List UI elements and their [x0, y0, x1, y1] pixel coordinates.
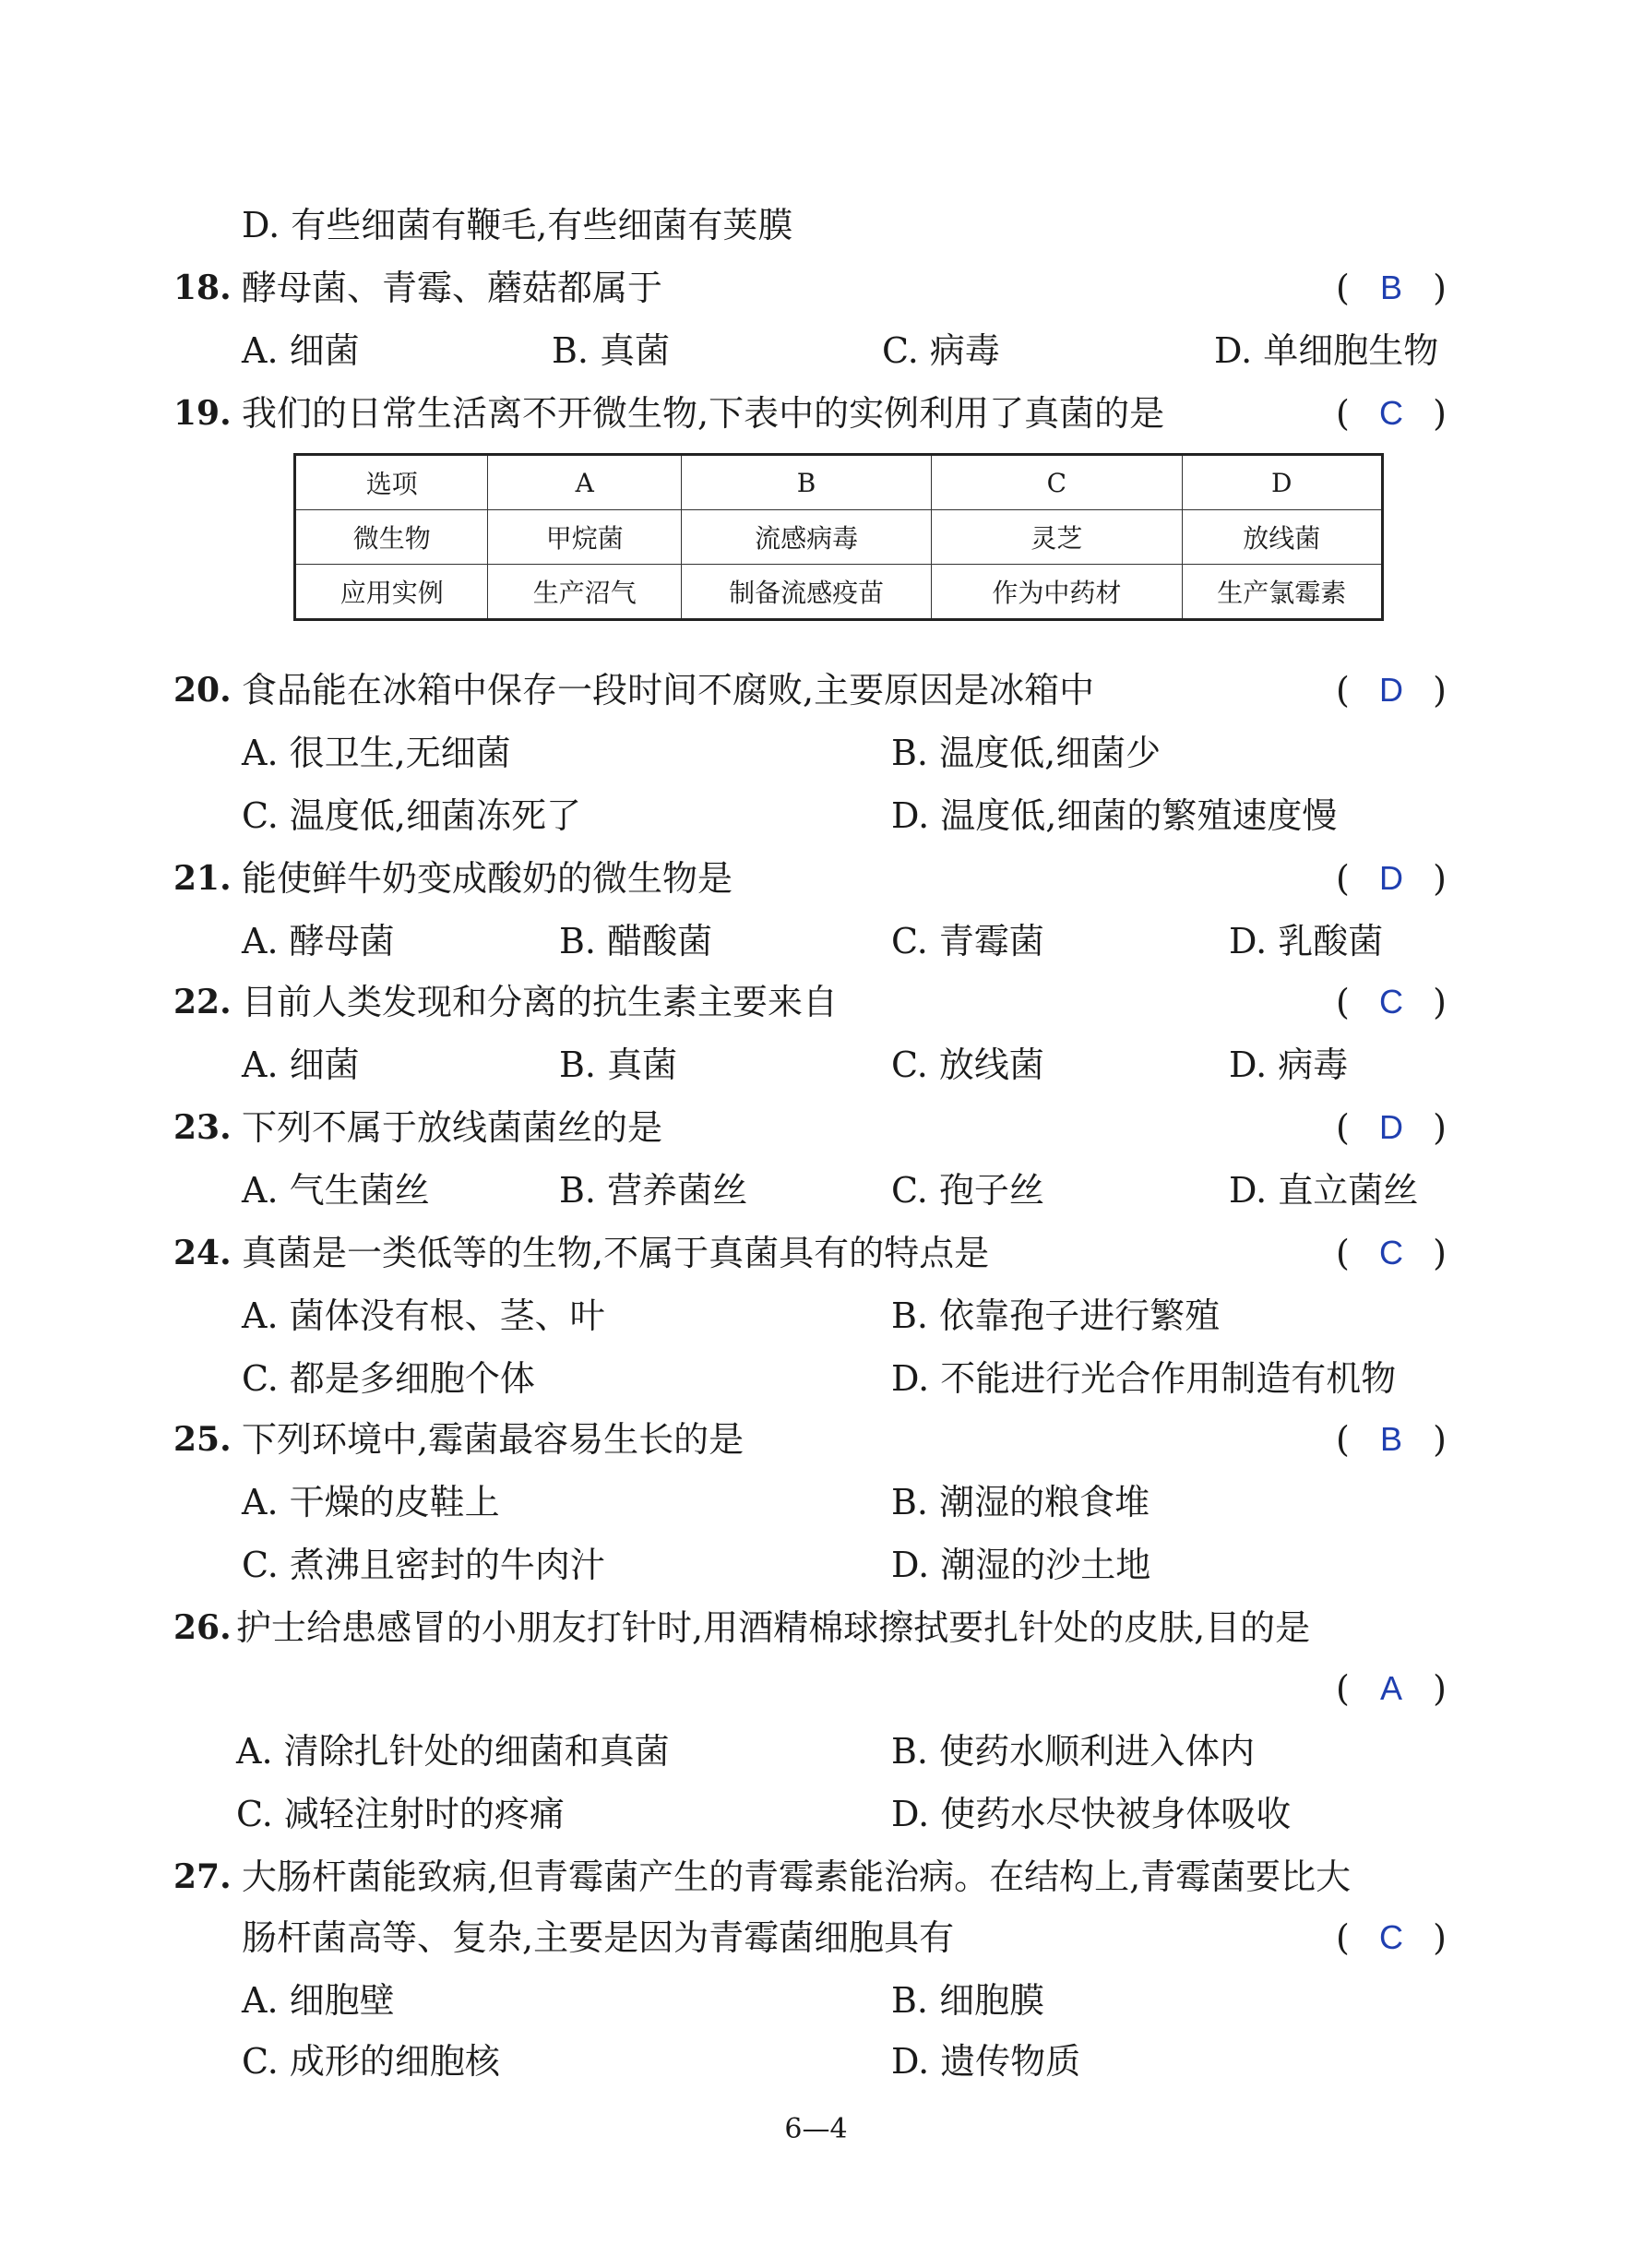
option: C. 成形的细胞核 — [242, 2041, 500, 2082]
option: D. 潮湿的沙土地 — [891, 1545, 1151, 1585]
table-cell: D — [1182, 455, 1383, 510]
option: D. 使药水尽快被身体吸收 — [891, 1794, 1292, 1834]
table-cell: 放线菌 — [1182, 510, 1383, 565]
option: B. 细胞膜 — [891, 1980, 1045, 2021]
table-row — [295, 510, 1383, 565]
microbe-table — [293, 453, 1384, 621]
answer-letter: B — [1379, 1420, 1402, 1458]
question-stem: 食品能在冰箱中保存一段时间不腐败,主要原因是冰箱中 — [242, 670, 1095, 710]
option: B. 醋酸菌 — [559, 921, 713, 961]
table-cell: 应用实例 — [295, 565, 488, 620]
option: C. 孢子丝 — [891, 1170, 1044, 1211]
option: A. 细菌 — [242, 330, 360, 371]
question-stem: 能使鲜牛奶变成酸奶的微生物是 — [242, 858, 733, 899]
answer-box: ( C ) — [1336, 982, 1447, 1022]
answer-box: ( C ) — [1336, 1233, 1447, 1273]
option: A. 酵母菌 — [242, 921, 395, 961]
answer-letter: D — [1379, 1108, 1403, 1146]
answer-box: ( B ) — [1336, 268, 1447, 308]
table-cell: 作为中药材 — [932, 565, 1182, 620]
option: D. 遗传物质 — [891, 2041, 1081, 2082]
answer-letter: C — [1379, 394, 1403, 432]
option: C. 煮沸且密封的牛肉汁 — [242, 1545, 605, 1585]
option: A. 很卫生,无细菌 — [242, 733, 511, 773]
answer-letter: C — [1379, 1918, 1403, 1956]
question-stem: 护士给患感冒的小朋友打针时,用酒精棉球擦拭要扎针处的皮肤,目的是 — [236, 1607, 1311, 1648]
option: A. 清除扎针处的细菌和真菌 — [236, 1731, 670, 1772]
option: B. 潮湿的粮食堆 — [891, 1482, 1150, 1522]
answer-box: ( D ) — [1336, 858, 1447, 899]
option: B. 真菌 — [559, 1044, 678, 1085]
answer-box: ( B ) — [1336, 1419, 1447, 1460]
option: D. 温度低,细菌的繁殖速度慢 — [891, 795, 1338, 836]
table-cell: 生产氯霉素 — [1182, 565, 1383, 620]
answer-letter: C — [1379, 1234, 1403, 1271]
option: C. 放线菌 — [891, 1044, 1044, 1085]
table-cell: 微生物 — [295, 510, 488, 565]
q17-option-d: D. 有些细菌有鞭毛,有些细菌有荚膜 — [242, 205, 793, 245]
option: B. 真菌 — [552, 330, 671, 371]
table-row — [295, 565, 1383, 620]
question-stem: 我们的日常生活离不开微生物,下表中的实例利用了真菌的是 — [242, 393, 1165, 434]
option: B. 营养菌丝 — [559, 1170, 748, 1211]
question-stem: 目前人类发现和分离的抗生素主要来自 — [242, 982, 839, 1022]
question-number: 19. — [173, 394, 232, 433]
question-number: 23. — [173, 1108, 232, 1147]
option: C. 温度低,细菌冻死了 — [242, 795, 581, 836]
table-cell: 流感病毒 — [681, 510, 931, 565]
page-number: 6—4 — [784, 2113, 848, 2145]
question-number: 25. — [173, 1420, 232, 1459]
option: C. 青霉菌 — [891, 921, 1044, 961]
question-stem: 下列环境中,霉菌最容易生长的是 — [242, 1419, 745, 1460]
option: D. 单细胞生物 — [1214, 330, 1439, 371]
option: C. 减轻注射时的疼痛 — [236, 1794, 565, 1834]
answer-box: ( D ) — [1336, 670, 1447, 710]
table-cell: B — [681, 455, 931, 510]
question-number: 26. — [173, 1608, 232, 1647]
question-number: 24. — [173, 1234, 232, 1272]
option: D. 直立菌丝 — [1229, 1170, 1419, 1211]
question-number: 22. — [173, 983, 232, 1021]
option: A. 细胞壁 — [242, 1980, 395, 2021]
option: B. 依靠孢子进行繁殖 — [891, 1295, 1221, 1336]
question-number: 21. — [173, 859, 232, 898]
answer-box: ( C ) — [1336, 393, 1447, 434]
option: D. 乳酸菌 — [1229, 921, 1384, 961]
question-stem: 真菌是一类低等的生物,不属于真菌具有的特点是 — [242, 1233, 990, 1273]
table-cell: 制备流感疫苗 — [681, 565, 931, 620]
table-cell: 甲烷菌 — [488, 510, 681, 565]
question-number: 20. — [173, 671, 232, 710]
option: A. 气生菌丝 — [242, 1170, 430, 1211]
table-cell: A — [488, 455, 681, 510]
answer-box: ( D ) — [1336, 1107, 1447, 1148]
answer-letter: D — [1379, 859, 1403, 897]
answer-box: ( A ) — [1336, 1668, 1447, 1709]
answer-letter: A — [1379, 1669, 1402, 1707]
option: A. 细菌 — [242, 1044, 360, 1085]
answer-box: ( C ) — [1336, 1917, 1447, 1958]
option: B. 温度低,细菌少 — [891, 733, 1161, 773]
table-cell: 灵芝 — [932, 510, 1182, 565]
question-stem: 下列不属于放线菌菌丝的是 — [242, 1107, 663, 1148]
answer-letter: D — [1379, 671, 1403, 709]
question-number: 18. — [173, 269, 232, 307]
table-row — [295, 455, 1383, 510]
question-stem-continued: 肠杆菌高等、复杂,主要是因为青霉菌细胞具有 — [242, 1917, 955, 1958]
answer-letter: B — [1379, 269, 1402, 306]
question-stem: 大肠杆菌能致病,但青霉菌产生的青霉素能治病。在结构上,青霉菌要比大 — [242, 1856, 1352, 1897]
option: C. 病毒 — [882, 330, 1000, 371]
option: B. 使药水顺利进入体内 — [891, 1731, 1256, 1772]
option: A. 菌体没有根、茎、叶 — [242, 1295, 605, 1336]
option: D. 病毒 — [1229, 1044, 1349, 1085]
option: D. 不能进行光合作用制造有机物 — [891, 1358, 1397, 1399]
table-cell: C — [932, 455, 1182, 510]
option: C. 都是多细胞个体 — [242, 1358, 535, 1399]
question-number: 27. — [173, 1857, 232, 1896]
question-stem: 酵母菌、青霉、蘑菇都属于 — [242, 268, 663, 308]
option: A. 干燥的皮鞋上 — [242, 1482, 500, 1522]
answer-letter: C — [1379, 983, 1403, 1021]
table-cell: 选项 — [295, 455, 488, 510]
table-cell: 生产沼气 — [488, 565, 681, 620]
